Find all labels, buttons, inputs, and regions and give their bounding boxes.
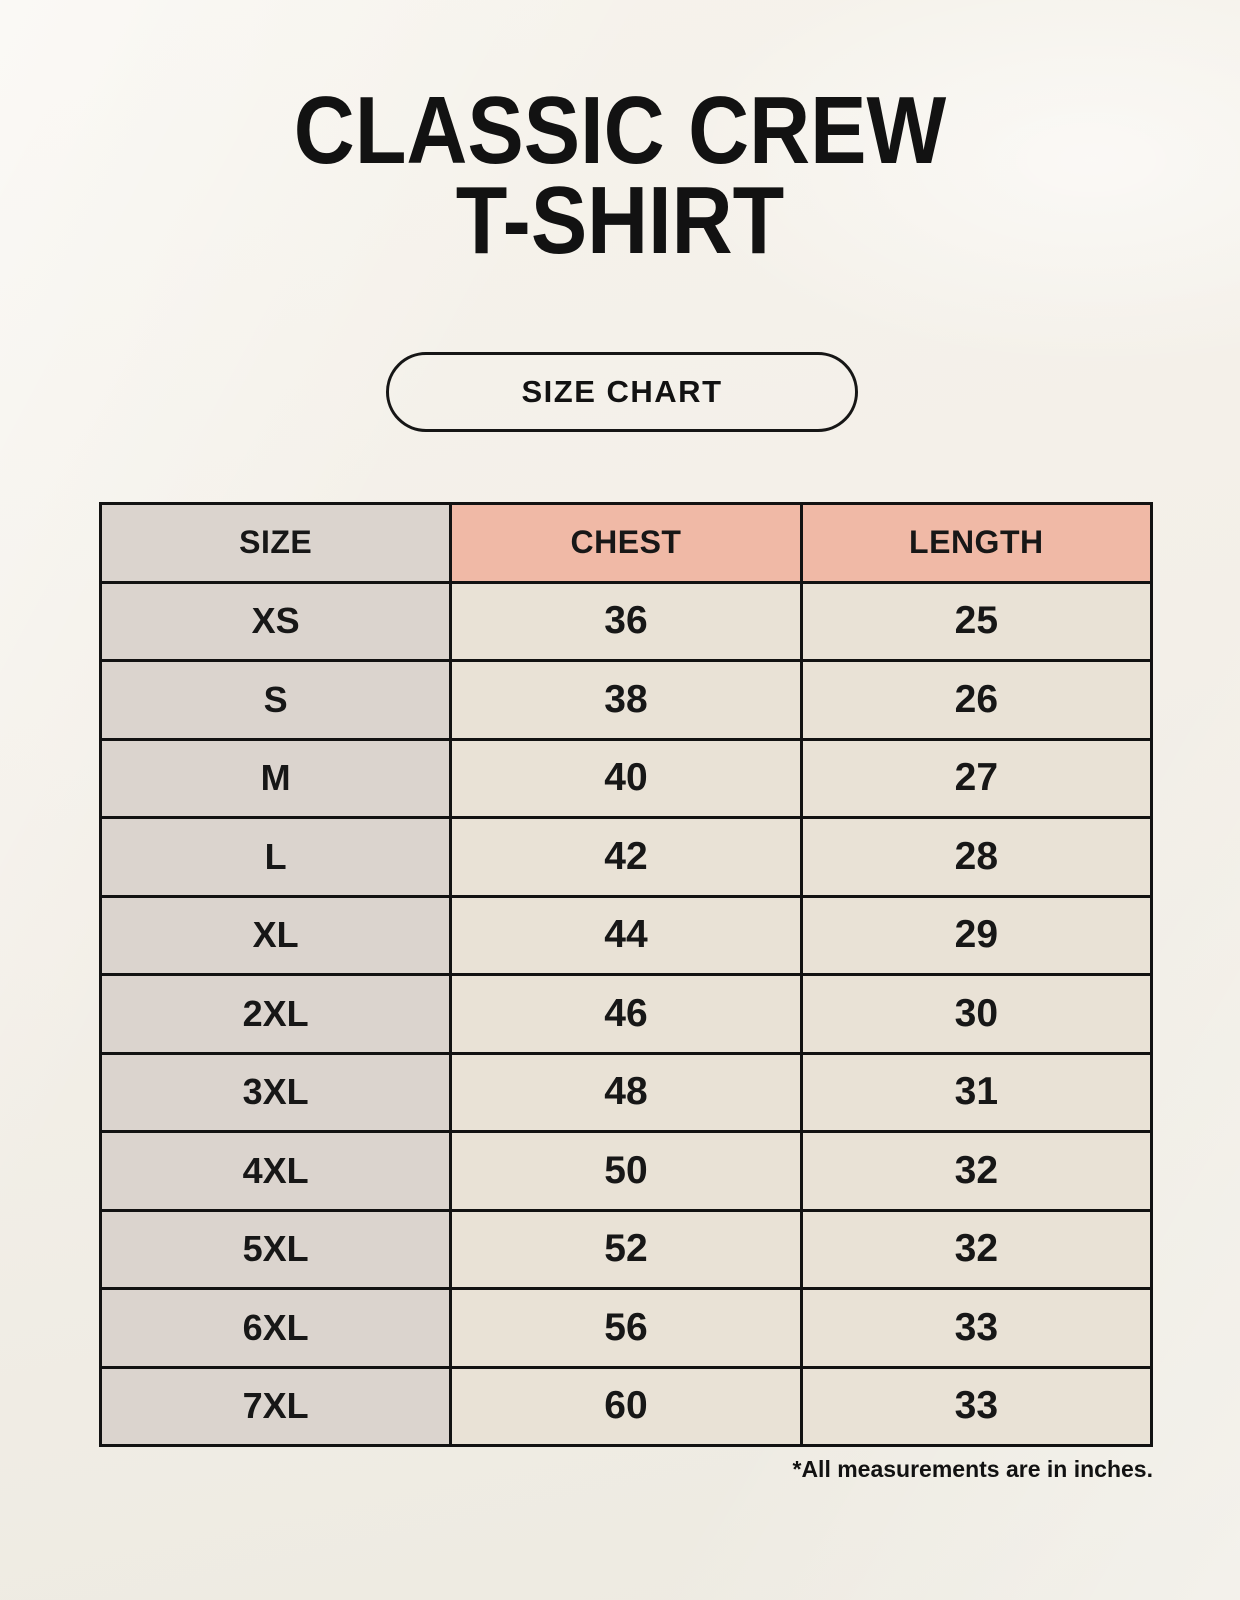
table-row xyxy=(101,975,1152,1054)
table-row xyxy=(101,1053,1152,1132)
column-header-chest: CHEST xyxy=(451,504,801,583)
length-cell: 30 xyxy=(801,975,1151,1054)
table-row xyxy=(101,818,1152,897)
size-cell: 7XL xyxy=(101,1367,451,1446)
size-cell: L xyxy=(101,818,451,897)
page-title-line-2: T-SHIRT xyxy=(455,167,785,274)
chest-cell: 52 xyxy=(451,1210,801,1289)
length-cell: 28 xyxy=(801,818,1151,897)
size-cell: XL xyxy=(101,896,451,975)
size-chart-badge[interactable] xyxy=(386,352,858,432)
table-row xyxy=(101,1289,1152,1368)
length-cell: 33 xyxy=(801,1367,1151,1446)
page-title-line-1: CLASSIC CREW xyxy=(293,77,947,184)
length-cell: 32 xyxy=(801,1210,1151,1289)
size-cell: 6XL xyxy=(101,1289,451,1368)
page-title xyxy=(74,0,1165,274)
table-row xyxy=(101,739,1152,818)
column-header-size: SIZE xyxy=(101,504,451,583)
length-cell: 31 xyxy=(801,1053,1151,1132)
table-row xyxy=(101,582,1152,661)
table-row xyxy=(101,1367,1152,1446)
table-row xyxy=(101,1132,1152,1211)
chest-cell: 44 xyxy=(451,896,801,975)
chest-cell: 56 xyxy=(451,1289,801,1368)
size-cell: S xyxy=(101,661,451,740)
chest-cell: 46 xyxy=(451,975,801,1054)
table-row xyxy=(101,896,1152,975)
length-cell: 27 xyxy=(801,739,1151,818)
table-header xyxy=(101,504,1152,583)
length-cell: 33 xyxy=(801,1289,1151,1368)
chest-cell: 42 xyxy=(451,818,801,897)
length-cell: 25 xyxy=(801,582,1151,661)
size-cell: 5XL xyxy=(101,1210,451,1289)
size-cell: 3XL xyxy=(101,1053,451,1132)
size-cell: XS xyxy=(101,582,451,661)
chest-cell: 50 xyxy=(451,1132,801,1211)
chest-cell: 36 xyxy=(451,582,801,661)
length-cell: 26 xyxy=(801,661,1151,740)
column-header-length: LENGTH xyxy=(801,504,1151,583)
size-cell: M xyxy=(101,739,451,818)
size-cell: 2XL xyxy=(101,975,451,1054)
size-chart-table xyxy=(99,502,1153,1447)
table-header-row xyxy=(101,504,1152,583)
chest-cell: 60 xyxy=(451,1367,801,1446)
measurements-footnote: *All measurements are in inches. xyxy=(792,1456,1153,1482)
table-row xyxy=(101,661,1152,740)
length-cell: 32 xyxy=(801,1132,1151,1211)
chest-cell: 38 xyxy=(451,661,801,740)
size-cell: 4XL xyxy=(101,1132,451,1211)
size-chart-badge-label: SIZE CHART xyxy=(521,374,723,409)
table-body xyxy=(101,582,1152,1446)
chest-cell: 40 xyxy=(451,739,801,818)
table-row xyxy=(101,1210,1152,1289)
length-cell: 29 xyxy=(801,896,1151,975)
chest-cell: 48 xyxy=(451,1053,801,1132)
